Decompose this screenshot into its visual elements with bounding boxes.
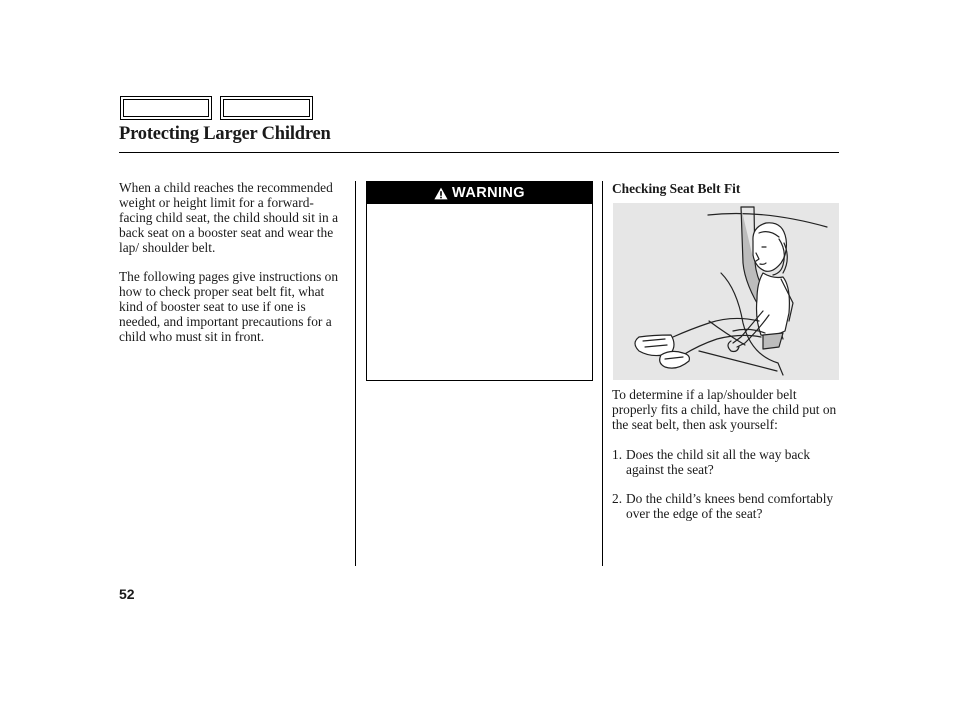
list-item-text: Does the child sit all the way back against the seat? (626, 446, 811, 477)
list-item-number: 2. (612, 491, 623, 507)
nav-tab-2[interactable] (220, 96, 313, 120)
list-item (612, 448, 840, 478)
list-item-number: 1. (612, 446, 623, 462)
nav-tab-2-inner (223, 99, 310, 117)
right-column-body (612, 388, 840, 537)
list-item (612, 492, 840, 522)
warning-triangle-icon (434, 187, 448, 200)
section-heading: Checking Seat Belt Fit (612, 181, 741, 196)
instructions-paragraph: The following pages give instructions on how to check proper seat belt fit, what kind of booster seat to use if one is needed, and important precautions for a child who must sit in front. (119, 269, 339, 345)
warning-box (366, 181, 593, 381)
title-rule (119, 152, 839, 153)
right-column-heading-wrap (612, 181, 840, 196)
page-number: 52 (119, 586, 135, 602)
child-in-seat-belt-illustration (613, 203, 839, 380)
column-divider-1 (355, 181, 356, 566)
warning-label: WARNING (452, 185, 525, 201)
column-divider-2 (602, 181, 603, 566)
nav-tab-1-inner (123, 99, 209, 117)
list-item-text: Do the child’s knees bend comfortably over the edge of the seat? (626, 491, 834, 522)
warning-header (367, 182, 592, 204)
page-title: Protecting Larger Children (119, 124, 331, 144)
fit-intro-paragraph: To determine if a lap/shoulder belt properly fits a child, have the child put on the seat belt, then ask yourself: (612, 387, 837, 432)
nav-tab-1[interactable] (120, 96, 212, 120)
intro-paragraph: When a child reaches the recommended weight or height limit for a forward-facing child seat, the child should sit in a back seat on a booster seat and wear the lap/ shoulder belt. (119, 180, 339, 255)
left-column (119, 181, 347, 360)
